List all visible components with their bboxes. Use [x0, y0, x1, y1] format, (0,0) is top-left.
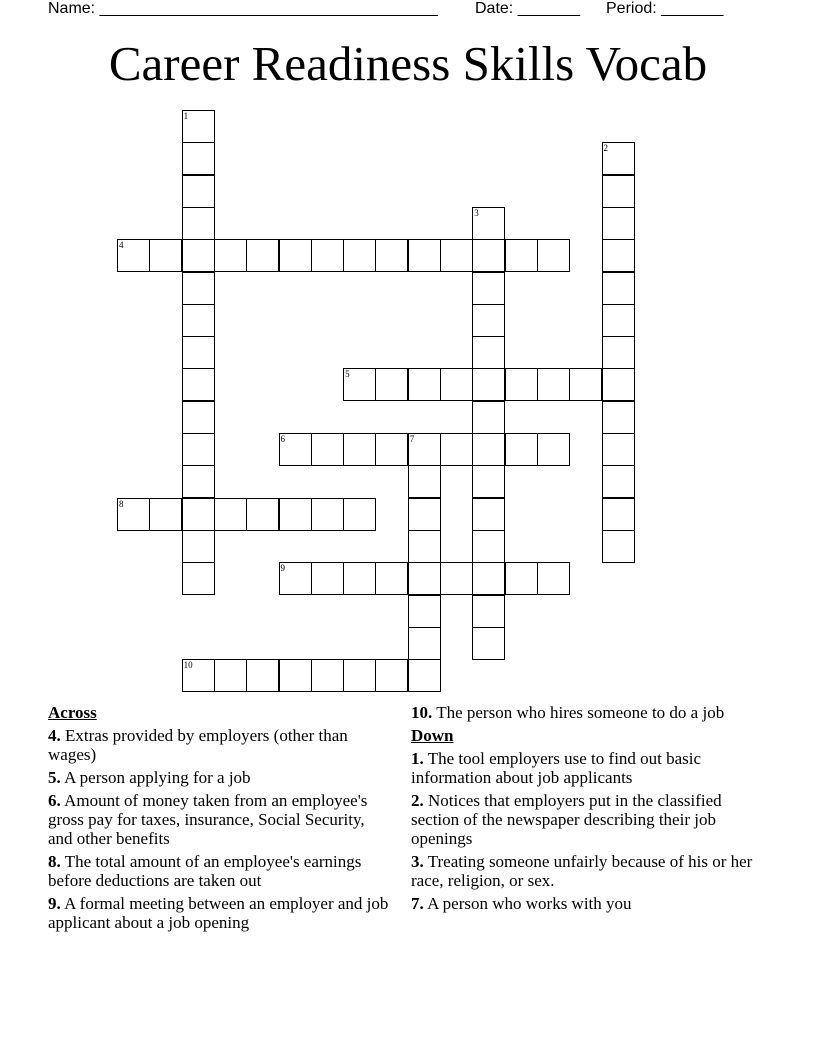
crossword-cell[interactable]: [375, 368, 408, 401]
crossword-cell[interactable]: [602, 175, 635, 208]
page-title: Career Readiness Skills Vocab: [108, 36, 708, 91]
crossword-cell[interactable]: [182, 530, 215, 563]
crossword-cell[interactable]: [182, 465, 215, 498]
clue-across-8: 8. The total amount of an employee's earnings before deductions are taken out: [48, 852, 362, 890]
crossword-cell[interactable]: [343, 239, 376, 272]
crossword-cell[interactable]: [472, 239, 505, 272]
crossword-cell[interactable]: [602, 498, 635, 531]
clue-down-1: 1. The tool employers use to find out basic information about job applicants: [411, 749, 702, 787]
crossword-cell[interactable]: [602, 433, 635, 466]
crossword-cell[interactable]: [472, 336, 505, 369]
clue-down-7: 7. A person who works with you: [411, 894, 632, 913]
crossword-cell[interactable]: [408, 239, 441, 272]
crossword-cell[interactable]: [343, 562, 376, 595]
clue-number: 9: [280, 563, 285, 574]
crossword-cell[interactable]: [472, 272, 505, 305]
crossword-cell[interactable]: [375, 562, 408, 595]
crossword-cell[interactable]: [408, 433, 441, 466]
crossword-cell[interactable]: [311, 659, 344, 692]
crossword-cell[interactable]: [537, 239, 570, 272]
crossword-cell[interactable]: [375, 433, 408, 466]
crossword-cell[interactable]: [408, 498, 441, 531]
clue-number: 2: [603, 143, 608, 154]
crossword-cell[interactable]: [408, 368, 441, 401]
crossword-cell[interactable]: [408, 627, 441, 660]
student-info-header: [48, 0, 768, 22]
clue-across-4: 4. Extras provided by employers (other than wages): [48, 726, 348, 764]
crossword-cell[interactable]: [182, 272, 215, 305]
crossword-cell[interactable]: [602, 530, 635, 563]
name-field[interactable]: Name: ______________________________________: [48, 0, 438, 17]
clue-number: 1: [183, 111, 189, 121]
down-heading: Down: [411, 726, 454, 745]
crossword-cell[interactable]: [472, 498, 505, 531]
crossword-cell[interactable]: [569, 368, 602, 401]
crossword-cell[interactable]: [311, 562, 344, 595]
crossword-cell[interactable]: [408, 595, 441, 628]
crossword-cell[interactable]: [182, 368, 215, 401]
crossword-cell[interactable]: [182, 433, 215, 466]
crossword-cell[interactable]: [472, 368, 505, 401]
crossword-cell[interactable]: [246, 239, 279, 272]
crossword-cell[interactable]: [182, 336, 215, 369]
crossword-cell[interactable]: [279, 433, 312, 466]
crossword-cell[interactable]: [537, 562, 570, 595]
crossword-cell[interactable]: [149, 239, 182, 272]
crossword-cell[interactable]: [472, 304, 505, 337]
clue-number: 3: [474, 207, 479, 218]
crossword-cell[interactable]: [440, 368, 473, 401]
crossword-cell[interactable]: [117, 498, 150, 531]
crossword-cell[interactable]: [408, 465, 441, 498]
clue-number: 10: [183, 660, 193, 671]
across-heading: Across: [48, 703, 97, 722]
crossword-cell[interactable]: [602, 304, 635, 337]
crossword-cell[interactable]: [343, 433, 376, 466]
crossword-cell[interactable]: [182, 207, 215, 240]
crossword-cell[interactable]: [505, 368, 538, 401]
clue-down-3: 3. Treating someone unfairly because of his or her race, religion, or sex.: [411, 852, 753, 890]
crossword-cell[interactable]: [602, 142, 635, 175]
crossword-cell[interactable]: [472, 465, 505, 498]
crossword-cell[interactable]: [505, 433, 538, 466]
crossword-cell[interactable]: [537, 433, 570, 466]
crossword-cell[interactable]: [246, 659, 279, 692]
crossword-cell[interactable]: [408, 562, 441, 595]
crossword-cell[interactable]: [472, 401, 505, 434]
crossword-cell[interactable]: [279, 498, 312, 531]
crossword-cell[interactable]: [602, 465, 635, 498]
crossword-cell[interactable]: [182, 498, 215, 531]
clue-across-6: 6. Amount of money taken from an employee's gross pay for taxes, insurance, Social Security, and other benefits: [48, 791, 368, 848]
clue-across-10: 10. The person who hires someone to do a job: [411, 703, 725, 722]
crossword-cell[interactable]: [182, 142, 215, 175]
crossword-cell[interactable]: [343, 498, 376, 531]
clue-across-5: 5. A person applying for a job: [48, 768, 251, 787]
crossword-cell[interactable]: [472, 627, 505, 660]
crossword-cell[interactable]: [182, 562, 215, 595]
crossword-cell[interactable]: [408, 659, 441, 692]
crossword-cell[interactable]: [602, 207, 635, 240]
clue-number: 8: [119, 498, 124, 509]
crossword-cell[interactable]: [149, 498, 182, 531]
crossword-cell[interactable]: [537, 368, 570, 401]
crossword-grid: [117, 110, 637, 694]
crossword-cell[interactable]: [182, 304, 215, 337]
crossword-cell[interactable]: [311, 239, 344, 272]
crossword-cell[interactable]: [505, 562, 538, 595]
clues-right-column: [411, 703, 756, 917]
crossword-cell[interactable]: [472, 207, 505, 240]
crossword-cell[interactable]: [311, 433, 344, 466]
crossword-cell[interactable]: [472, 595, 505, 628]
crossword-cell[interactable]: [279, 659, 312, 692]
crossword-cell[interactable]: [440, 433, 473, 466]
crossword-cell[interactable]: [182, 659, 215, 692]
crossword-cell[interactable]: [343, 368, 376, 401]
crossword-cell[interactable]: [246, 498, 279, 531]
crossword-cell[interactable]: [472, 530, 505, 563]
crossword-cell[interactable]: [214, 659, 247, 692]
crossword-cell[interactable]: [279, 239, 312, 272]
crossword-cell[interactable]: [602, 272, 635, 305]
clue-down-2: 2. Notices that employers put in the classified section of the newspaper describing their job openings: [411, 791, 722, 848]
crossword-cell[interactable]: [182, 110, 215, 143]
crossword-cell[interactable]: [375, 239, 408, 272]
crossword-cell[interactable]: [602, 239, 635, 272]
crossword-cell[interactable]: [214, 239, 247, 272]
clue-across-9: 9. A formal meeting between an employer and job applicant about a job opening: [48, 894, 389, 932]
crossword-cell[interactable]: [182, 401, 215, 434]
crossword-cell[interactable]: [375, 659, 408, 692]
period-field[interactable]: Period: _______: [606, 0, 724, 17]
crossword-cell[interactable]: [472, 562, 505, 595]
clue-number: 4: [119, 240, 124, 251]
clues-left-column: [48, 703, 393, 936]
clue-number: 5: [345, 369, 350, 380]
crossword-cell[interactable]: [117, 239, 150, 272]
crossword-cell[interactable]: [440, 239, 473, 272]
crossword-cell[interactable]: [602, 336, 635, 369]
crossword-cell[interactable]: [440, 562, 473, 595]
crossword-cell[interactable]: [343, 659, 376, 692]
crossword-cell[interactable]: [472, 433, 505, 466]
date-field[interactable]: Date: _______: [475, 0, 580, 17]
crossword-cell[interactable]: [505, 239, 538, 272]
crossword-cell[interactable]: [602, 368, 635, 401]
crossword-cell[interactable]: [182, 239, 215, 272]
crossword-cell[interactable]: [311, 498, 344, 531]
clue-number: 7: [409, 434, 415, 444]
crossword-cell[interactable]: [182, 175, 215, 208]
crossword-cell[interactable]: [279, 562, 312, 595]
crossword-cell[interactable]: [602, 401, 635, 434]
crossword-cell[interactable]: [214, 498, 247, 531]
clue-number: 6: [280, 434, 285, 444]
crossword-cell[interactable]: [408, 530, 441, 563]
